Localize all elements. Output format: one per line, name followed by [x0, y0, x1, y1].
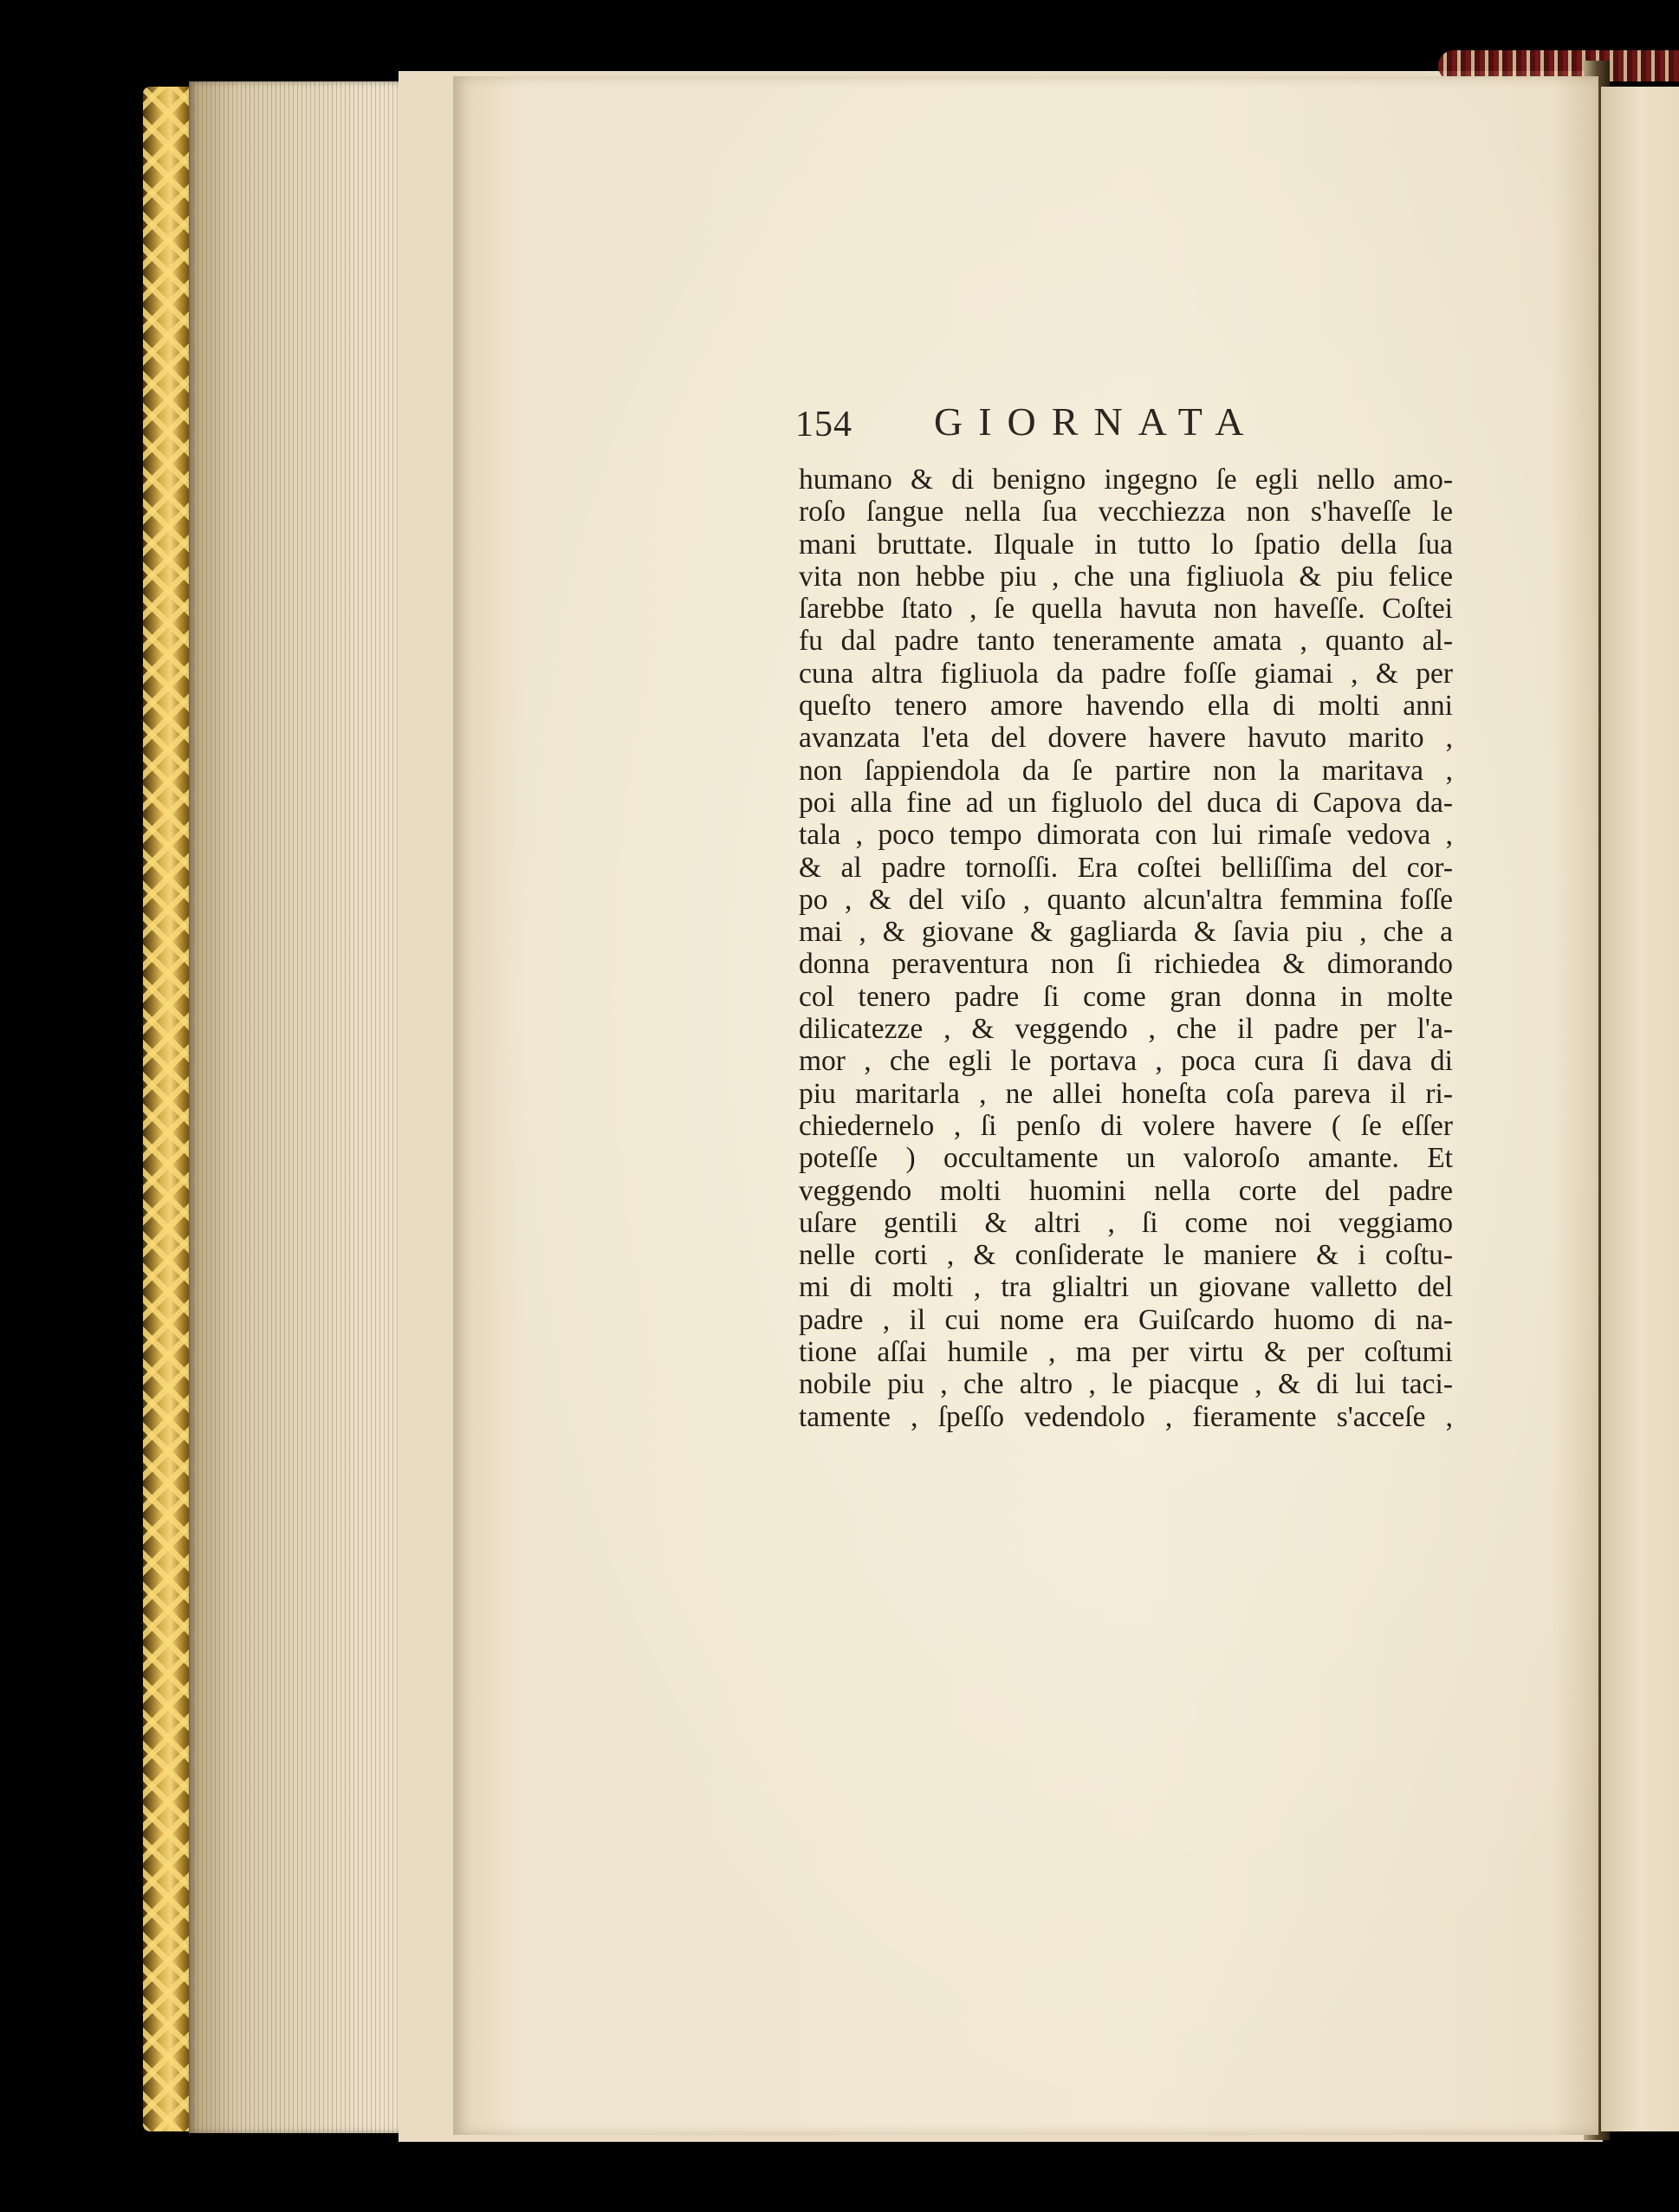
text-line: mor , che egli le portava , poca cura ſi dava di [799, 1045, 1453, 1078]
text-line: poteſſe ) occultamente un valoroſo amante. Et [799, 1142, 1453, 1175]
text-line: piu maritarla , ne allei honeſta coſa pareva il ri- [799, 1077, 1453, 1110]
text-line: padre , il cui nome era Guiſcardo huomo di na- [799, 1303, 1453, 1336]
running-head-title: GIORNATA [934, 399, 1260, 444]
text-line: nobile piu , che altro , le piacque , & di lui taci- [799, 1368, 1453, 1401]
text-line: fu dal padre tanto teneramente amata , quanto al- [799, 625, 1453, 658]
body-text-block [799, 464, 1453, 1433]
text-line: po , & del viſo , quanto alcun'altra femmina foſſe [799, 883, 1453, 916]
text-line: dilicatezze , & veggendo , che il padre per l'a- [799, 1013, 1453, 1046]
text-line: chiedernelo , ſi penſo di volere havere ( ſe eſſer [799, 1109, 1453, 1142]
text-line: poi alla fine ad un figluolo del duca di Capova da- [799, 786, 1453, 819]
facing-page-edge [1601, 87, 1679, 2131]
text-line: humano & di benigno ingegno ſe egli nello amo- [799, 464, 1453, 496]
text-line: nelle corti , & conſiderate le maniere & i coſtu- [799, 1239, 1453, 1272]
gilt-fore-edge [143, 87, 193, 2131]
text-line: col tenero padre ſi come gran donna in molte [799, 980, 1453, 1013]
text-line: veggendo molti huomini nella corte del padre [799, 1174, 1453, 1207]
page-number: 154 [795, 405, 852, 444]
text-line: tamente , ſpeſſo vedendolo , fieramente s'acceſe , [799, 1400, 1453, 1433]
text-line: & al padre tornoſſi. Era coſtei belliſſima del cor- [799, 851, 1453, 884]
text-line: mi di molti , tra glialtri un giovane valletto del [799, 1271, 1453, 1304]
text-line: non ſappiendola da ſe partire non la maritava , [799, 754, 1453, 787]
text-line: queſto tenero amore havendo ella di molti anni [799, 690, 1453, 723]
text-line: avanzata l'eta del dovere havere havuto marito , [799, 722, 1453, 755]
text-line: tione aſſai humile , ma per virtu & per coſtumi [799, 1336, 1453, 1369]
text-line: roſo ſangue nella ſua vecchiezza non s'haveſſe le [799, 496, 1453, 529]
text-line: donna peraventura non ſi richiedea & dimorando [799, 948, 1453, 981]
text-line: mani bruttate. Ilquale in tutto lo ſpatio della ſua [799, 528, 1453, 561]
text-line: mai , & giovane & gagliarda & ſavia piu , che a [799, 916, 1453, 949]
text-line: vita non hebbe piu , che una figliuola & piu felice [799, 560, 1453, 593]
text-line: cuna altra figliuola da padre foſſe giamai , & per [799, 657, 1453, 690]
text-line: tala , poco tempo dimorata con lui rimaſe vedova , [799, 819, 1453, 852]
text-line: ſarebbe ſtato , ſe quella havuta non haveſſe. Coſtei [799, 593, 1453, 626]
text-line: uſare gentili & altri , ſi come noi veggiamo [799, 1206, 1453, 1239]
